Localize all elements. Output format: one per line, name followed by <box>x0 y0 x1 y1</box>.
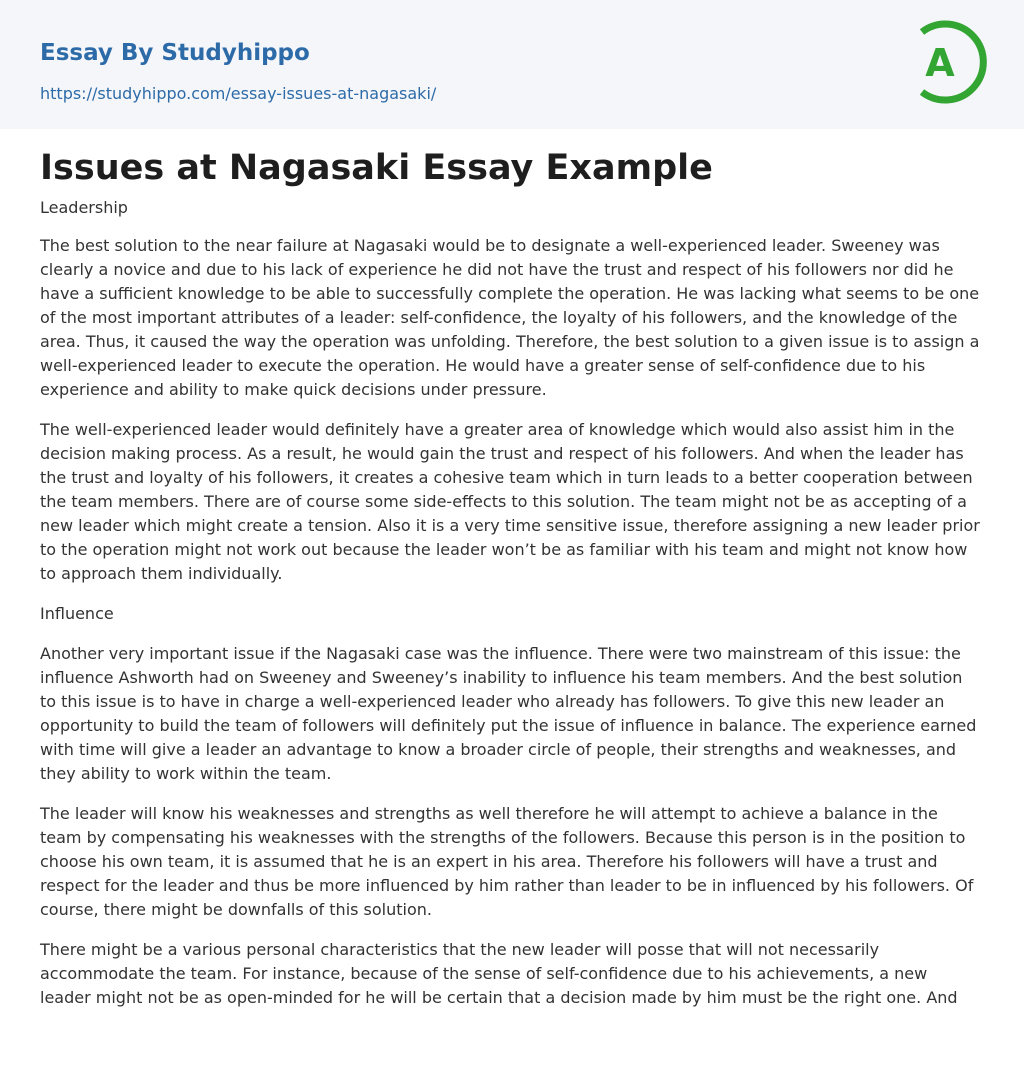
site-header <box>0 0 1024 129</box>
paragraph-4: The leader will know his weaknesses and strengths as well therefore he will attempt to achieve a balance in the team by compensating his weaknesses with the strengths of the followers. Because this person is in the position to choose his own team, it is assumed that he is an expert in his area. Therefore his followers will have a trust and respect for the leader and thus be more influenced by him rather than leader to be in influenced by his followers. Of course, there might be downfalls of this solution. <box>40 804 974 919</box>
site-title[interactable]: Essay By Studyhippo <box>40 40 310 66</box>
category-label: Leadership <box>40 198 128 217</box>
page-title: Issues at Nagasaki Essay Example <box>40 148 713 188</box>
page-url-link[interactable]: https://studyhippo.com/essay-issues-at-nagasaki/ <box>40 84 437 103</box>
paragraph-3: Another very important issue if the Nagasaki case was the influence. There were two mainstream of this issue: the influence Ashworth had on Sweeney and Sweeney’s inability to influence his team members. And the best solution to this issue is to have in charge a well-experienced leader who already has followers. To give this new leader an opportunity to build the team of followers will definitely put the issue of influence in balance. The experience earned with time will give a leader an advantage to know a broader circle of people, their strengths and weaknesses, and they ability to work within the team. <box>40 644 977 783</box>
paragraph-1: The best solution to the near failure at Nagasaki would be to designate a well-experienced leader. Sweeney was clearly a novice and due to his lack of experience he did not have the trust and respect of his followers nor did he have a sufficient knowledge to be able to successfully complete the operation. He was lacking what seems to be one of the most important attributes of a leader: self-confidence, the loyalty of his followers, and the knowledge of the area. Thus, it caused the way the operation was unfolding. Therefore, the best solution to a given issue is to assign a well-experienced leader to execute the operation. He would have a greater sense of self-confidence due to his experience and ability to make quick decisions under pressure. <box>40 236 980 399</box>
section-heading-influence: Influence <box>40 604 114 623</box>
article <box>40 140 982 1026</box>
paragraph-5: There might be a various personal characteristics that the new leader will posse that will not necessarily accommodate the team. For instance, because of the sense of self-confidence due to his achievements, a new leader might not be as open-minded for he will be certain that a decision made by him must be the right one. And <box>40 940 958 1007</box>
studyhippo-logo-icon[interactable] <box>906 17 988 107</box>
paragraph-2: The well-experienced leader would definitely have a greater area of knowledge which would also assist him in the decision making process. As a result, he would gain the trust and respect of his followers. And when the leader has the trust and loyalty of his followers, it creates a cohesive team which in turn leads to a better cooperation between the team members. There are of course some side-effects to this solution. The team might not be as accepting of a new leader which might create a tension. Also it is a very time sensitive issue, therefore assigning a new leader prior to the operation might not work out because the leader won’t be as familiar with his team and might not know how to approach them individually. <box>40 420 980 583</box>
logo-letter: A <box>925 41 955 85</box>
